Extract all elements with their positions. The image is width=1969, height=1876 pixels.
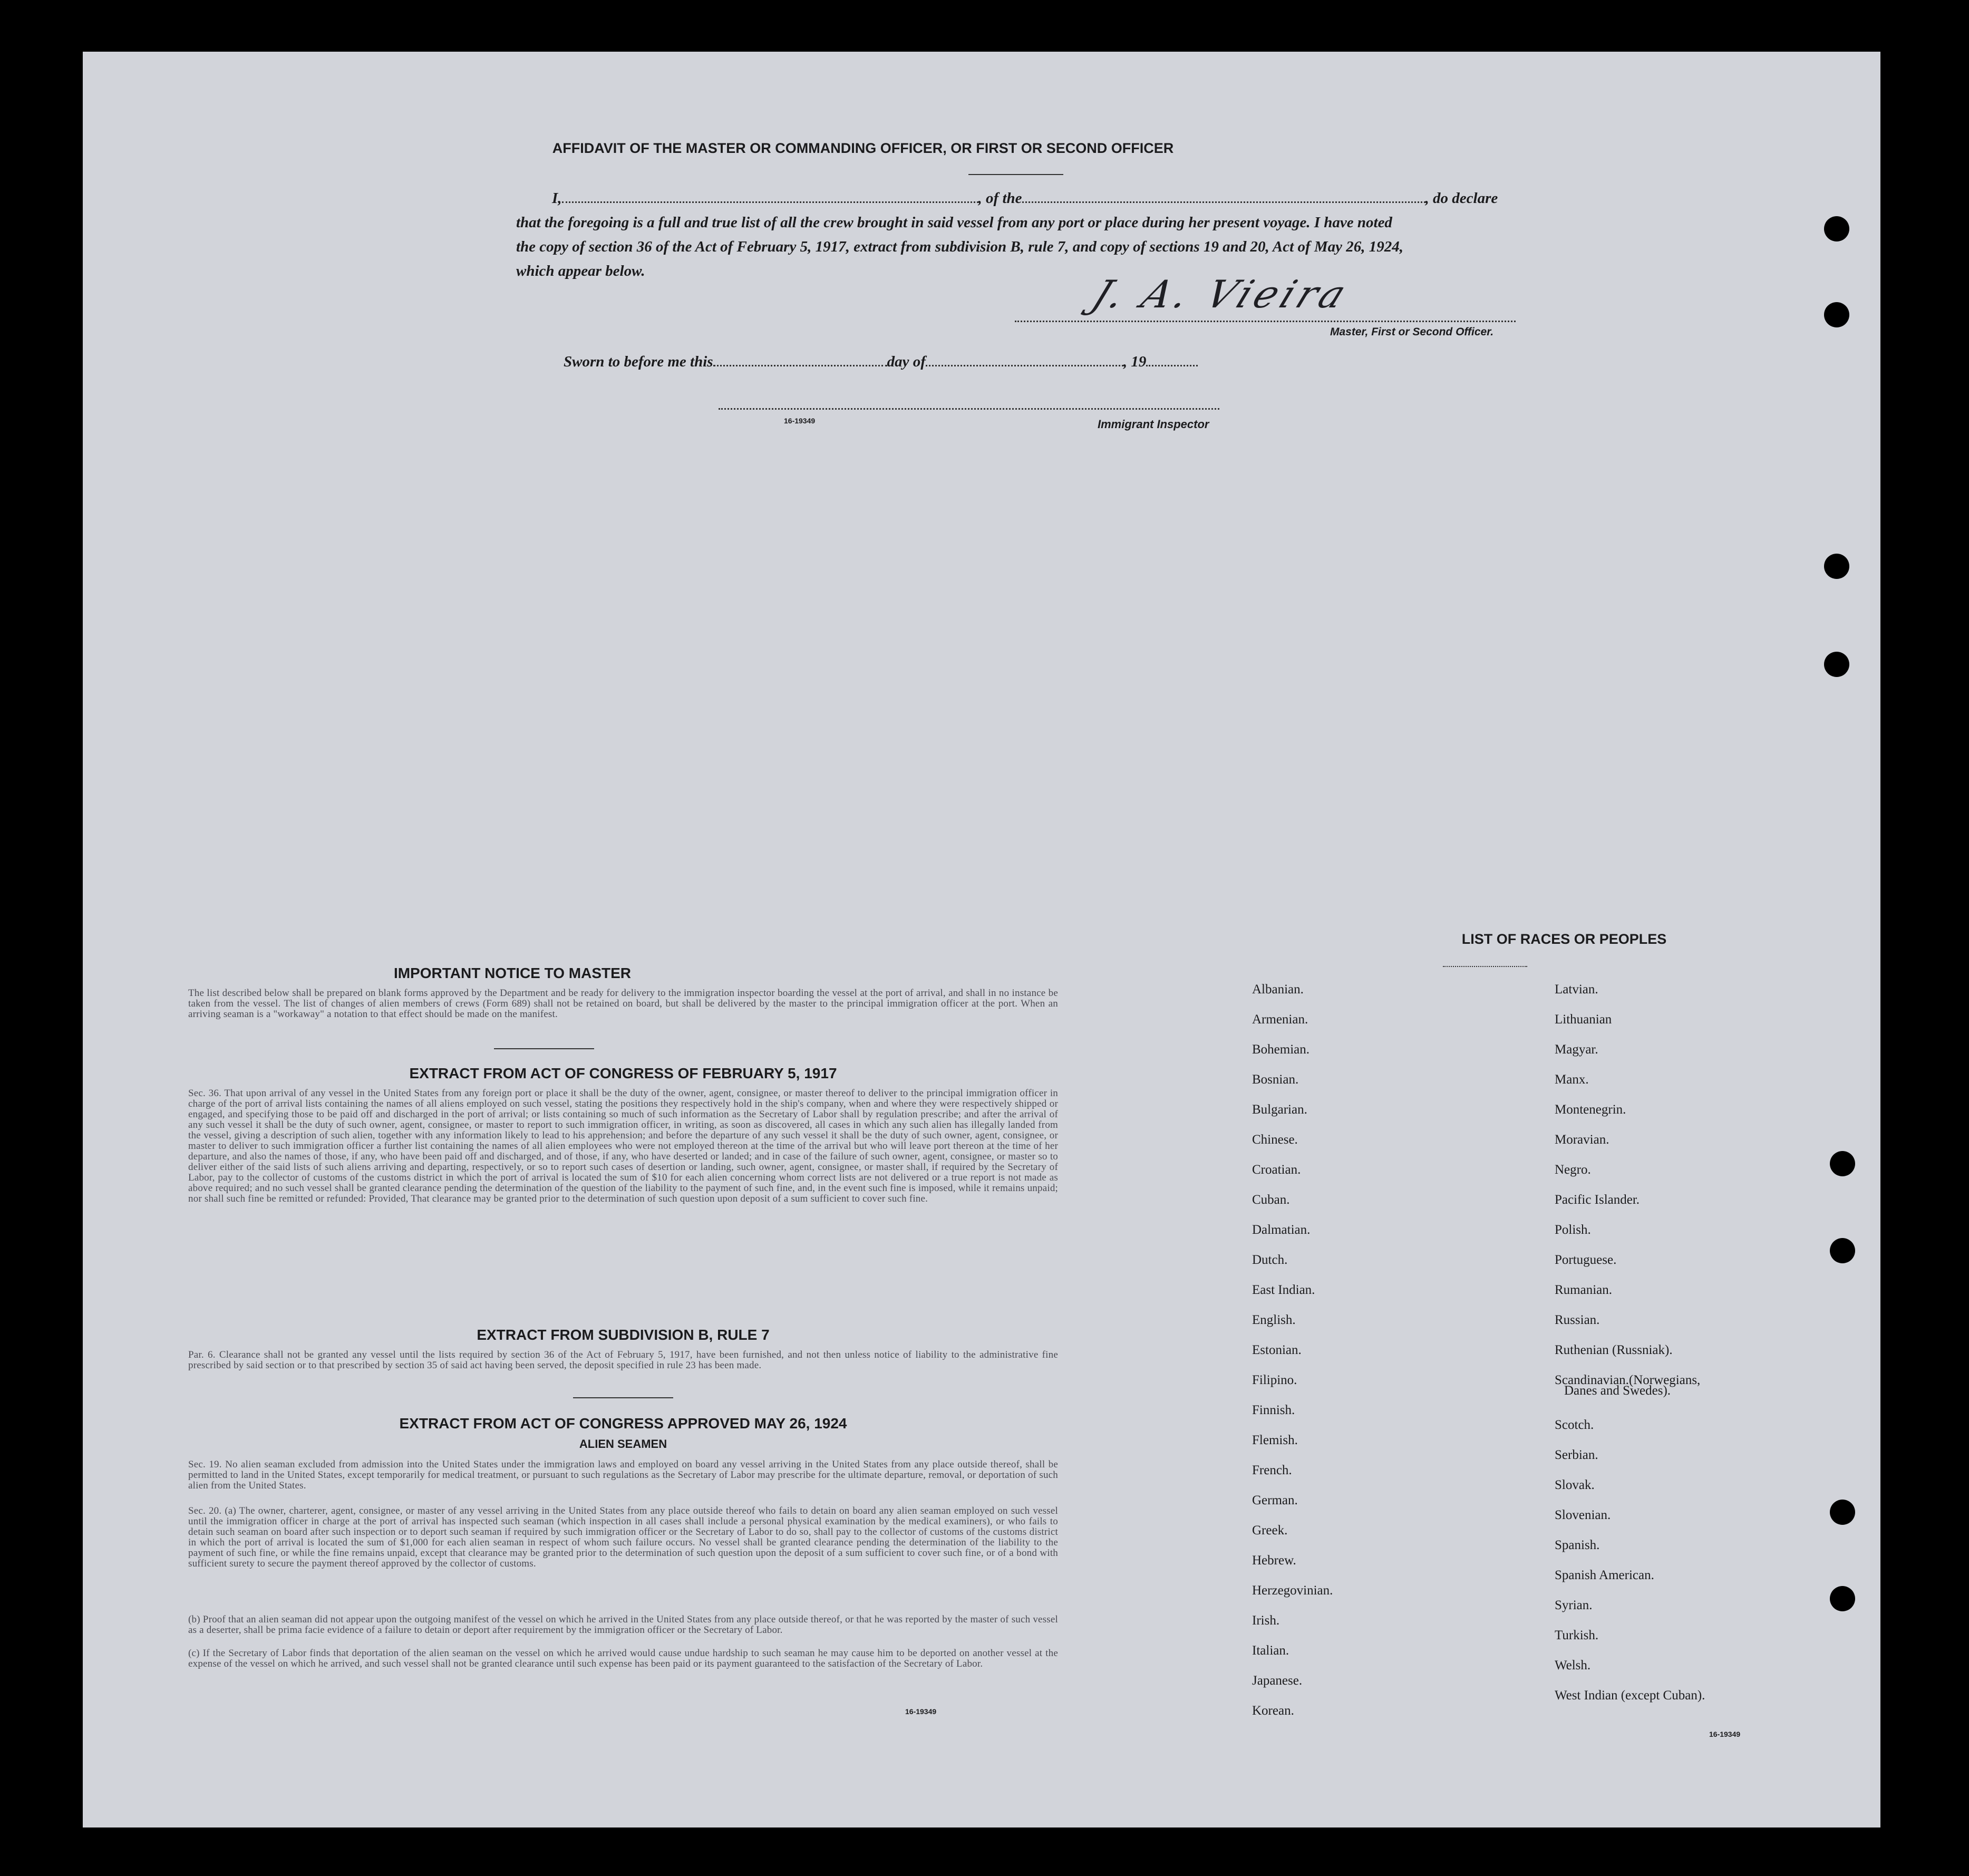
race-item: Dalmatian.: [1252, 1223, 1311, 1237]
race-item: Rumanian.: [1555, 1283, 1613, 1297]
race-item: French.: [1252, 1463, 1292, 1477]
race-item: Finnish.: [1252, 1403, 1295, 1417]
race-item: Irish.: [1252, 1613, 1280, 1628]
extract-1924-sec19: Sec. 19. No alien seaman excluded from admission into the United States under the immigration laws and employed on board any vessel arriving in the United States from any place outside thereof, shall be permitted to land in the United States, except temporarily for medical treatment, or pursuant to such regulations as the Secretary of Labor may prescribe for the ultimate departure, removal, or deportation of such alien from the United States.: [188, 1459, 1058, 1491]
affidavit-declare-line: [552, 190, 1498, 207]
race-item: Bosnian.: [1252, 1072, 1299, 1087]
punch-hole: [1830, 1500, 1855, 1525]
extract-rule7-text: Par. 6. Clearance shall not be granted any vessel until the lists required by section 36 of the Act of February 5, 1917, have been furnished, and not then unless notice of liability to the administrative fine prescribed by said section or to that prescribed by section 35 of said act having been served, the deposit specified in rule 23 has been made.: [188, 1349, 1058, 1371]
races-right-column: [1555, 974, 1705, 1710]
inspector-signature-line[interactable]: [719, 408, 1219, 410]
extract-rule7-title: EXTRACT FROM SUBDIVISION B, RULE 7: [477, 1327, 770, 1343]
title-rule: [968, 174, 1063, 175]
form-number: 16-19349: [784, 417, 816, 425]
race-item: Slovenian.: [1555, 1508, 1611, 1522]
extract-1924-title: EXTRACT FROM ACT OF CONGRESS APPROVED MAY 26, 1924: [399, 1415, 847, 1432]
punch-hole: [1824, 216, 1849, 241]
race-item: Japanese.: [1252, 1674, 1303, 1688]
race-item: Armenian.: [1252, 1012, 1308, 1027]
race-item: Montenegrin.: [1555, 1103, 1626, 1117]
notice-title: IMPORTANT NOTICE TO MASTER: [393, 965, 632, 981]
race-item: Herzegovinian.: [1252, 1583, 1333, 1598]
race-item: Spanish.: [1555, 1538, 1600, 1552]
affidavit-of-the: , of the: [978, 190, 1022, 207]
race-item: Ruthenian (Russniak).: [1555, 1343, 1673, 1357]
race-item: Serbian.: [1555, 1448, 1598, 1462]
affidavit-declare: , do declare: [1425, 190, 1498, 207]
race-item: Spanish American.: [1555, 1568, 1654, 1582]
affidavit-body-line: that the foregoing is a full and true list of all the crew brought in said vessel from any port or place during her present voyage. I have noted: [516, 214, 1392, 231]
race-item: Latvian.: [1555, 982, 1598, 997]
sworn-month-field[interactable]: [926, 364, 1123, 366]
race-item: Chinese.: [1252, 1133, 1298, 1147]
races-form-number: 16-19349: [1709, 1730, 1741, 1738]
punch-hole: [1824, 302, 1849, 327]
race-item: Bohemian.: [1252, 1042, 1310, 1057]
extract-1917-title: EXTRACT FROM ACT OF CONGRESS OF FEBRUARY 5, 1917: [409, 1065, 837, 1081]
signature-line[interactable]: [1015, 321, 1516, 322]
sworn-prefix: Sworn to before me this: [564, 353, 713, 370]
punch-hole: [1830, 1238, 1855, 1263]
extract-1924-sec20b: (b) Proof that an alien seaman did not appear upon the outgoing manifest of the vessel on which he arrived in the United States from any place outside thereof, or that he was reported by the master of such vessel as a deserter, shall be prima facie evidence of a failure to detain or deport after requirement by the immigration officer or the Secretary of Labor.: [188, 1614, 1058, 1636]
sworn-year-field[interactable]: [1146, 364, 1198, 366]
race-item: Portuguese.: [1555, 1253, 1617, 1267]
race-item: Welsh.: [1555, 1658, 1591, 1672]
race-item: Manx.: [1555, 1072, 1589, 1087]
signature-caption: Master, First or Second Officer.: [1330, 326, 1494, 338]
race-item: West Indian (except Cuban).: [1555, 1688, 1705, 1703]
inspector-caption: Immigrant Inspector: [1098, 418, 1209, 431]
race-item: Korean.: [1252, 1704, 1294, 1718]
race-item: Syrian.: [1555, 1598, 1593, 1612]
race-item: Scotch.: [1555, 1418, 1594, 1432]
race-item: English.: [1252, 1313, 1296, 1327]
race-item: Turkish.: [1555, 1628, 1599, 1642]
race-item: Russian.: [1555, 1313, 1600, 1327]
section-rule: [573, 1397, 673, 1398]
race-item: Polish.: [1555, 1223, 1591, 1237]
race-item: Italian.: [1252, 1643, 1289, 1658]
races-left-column: [1252, 974, 1333, 1726]
extract-1924-sec20c: (c) If the Secretary of Labor finds that deportation of the alien seaman on the vessel on which he arrived would cause undue hardship to such seaman he may cause him to be deported on another vessel at the expense of the vessel on which he arrived, and such vessel shall not be granted clearance until such expense has been paid or its payment guaranteed to the satisfaction of the Secretary of Labor.: [188, 1648, 1058, 1669]
sworn-line: [564, 353, 1198, 371]
race-item: Bulgarian.: [1252, 1103, 1307, 1117]
races-title-rule: [1443, 966, 1527, 967]
race-item: Flemish.: [1252, 1433, 1298, 1447]
race-item: Negro.: [1555, 1163, 1591, 1177]
punch-hole: [1830, 1151, 1855, 1176]
race-item: Greek.: [1252, 1523, 1288, 1537]
affidavit-title: AFFIDAVIT OF THE MASTER OR COMMANDING OFFICER, OR FIRST OR SECOND OFFICER: [552, 140, 1174, 156]
signature-text: J. A. Vieira: [1086, 272, 1357, 316]
vessel-field[interactable]: [1022, 201, 1425, 203]
race-item: Magyar.: [1555, 1042, 1598, 1057]
race-item: Scandinavian.(Norwegians,: [1555, 1373, 1701, 1387]
affidavit-i: I,: [552, 190, 562, 207]
section-rule: [494, 1048, 594, 1049]
punch-hole: [1824, 652, 1849, 677]
punch-hole: [1824, 554, 1849, 579]
race-item: Estonian.: [1252, 1343, 1302, 1357]
extract-1917-text: Sec. 36. That upon arrival of any vessel in the United States from any foreign port or place it shall be the duty of the owner, agent, consignee, or master thereof to deliver to the principal immigration officer in charge of the port of arrival lists containing the names of all aliens employed on such vessel, stating the positions they respectively hold in the ship's company, when and where they were respectively shipped or engaged, and specifying those to be paid off and discharged in the port of arrival; or lists containing so much of such information as the Secretary of Labor shall by regulation prescribe; and after the arrival of any such vessel it shall be the duty of such owner, agent, consignee, or master to report to such immigration officer, in writing, as soon as discovered, all cases in which any such alien has illegally landed from the vessel, giving a description of such alien, together with any information likely to lead to his apprehension; and before the departure of any such vessel it shall be the duty of such owner, agent, consignee, or master to deliver to such immigration officer a further list containing the names of all alien employees who were not employed thereon at the time of the arrival but who will leave port thereon at the time of her departure, and also the names of those, if any, who have been paid off and discharged, and of those, if any, who have deserted or landed; and in case of the failure of such owner, agent, consignee, or master so to deliver either of the said lists of such aliens arriving and departing, respectively, or so to report such cases of desertion or landing, such owner, agent, consignee, or master shall, if required by the Secretary of Labor, pay to the collector of customs of the customs district in which the port of arrival is located the sum of $10 for each alien concerning whom correct lists are not delivered or a true report is not made as above required; and no such vessel shall be granted clearance pending the determination of the question of the liability to the payment of such fine, and, in the event such fine is imposed, while it remains unpaid; nor shall such fine be remitted or refunded: Provided, That clearance may be granted prior to the determination of such question upon deposit of a sum sufficient to cover such fine.: [188, 1088, 1058, 1204]
race-item: Lithuanian: [1555, 1012, 1612, 1027]
sworn-day-field[interactable]: [713, 364, 887, 366]
race-item: Dutch.: [1252, 1253, 1288, 1267]
sworn-day-of: day of: [887, 353, 926, 370]
form-sheet: [83, 52, 1880, 1827]
race-item: East Indian.: [1252, 1283, 1315, 1297]
race-item: Albanian.: [1252, 982, 1304, 997]
race-item: Cuban.: [1252, 1193, 1290, 1207]
race-item: Moravian.: [1555, 1133, 1609, 1147]
name-field[interactable]: [562, 201, 978, 203]
notice-text: The list described below shall be prepared on blank forms approved by the Department and be ready for delivery to the immigration inspector boarding the vessel at the port of arrival, and shall in no instance be taken from the vessel. The list of changes of alien members of crews (Form 689) shall not be retained on board, but shall be delivered by the master to the principal immigration officer at the port. When an arriving seaman is a "workaway" a notation to that effect should be made on the manifest.: [188, 988, 1058, 1020]
affidavit-body-line: the copy of section 36 of the Act of February 5, 1917, extract from subdivision B, rule 7, and copy of sections 19 and 20, Act of May 26, 1924,: [516, 238, 1404, 255]
affidavit-body-line: which appear below.: [516, 263, 645, 279]
races-title: LIST OF RACES OR PEOPLES: [1461, 931, 1667, 947]
extract-1924-sec20a: Sec. 20. (a) The owner, charterer, agent, consignee, or master of any vessel arriving in the United States from any place outside thereof who fails to detain on board any alien seaman employed on such vessel until the immigration officer in charge at the port of arrival has inspected such seaman (which inspection in all cases shall include a personal physical examination by the medical examiners), or who fails to detain such seaman on board after such inspection or to deport such seaman if required by such immigration officer or the Secretary of Labor to do so, shall pay to the collector of customs of the customs district in which the port of arrival is located the sum of $1,000 for each alien seaman in respect of whom such failure occurs. No vessel shall be granted clearance pending the determination of the liability to the payment of such fine, or while the fine remains unpaid, except that clearance may be granted prior to the determination of such question upon the deposit of a sum sufficient to cover such fine, or of a bond with sufficient surety to secure the payment thereof approved by the collector of customs.: [188, 1505, 1058, 1569]
race-item: Pacific Islander.: [1555, 1193, 1640, 1207]
race-item: Filipino.: [1252, 1373, 1297, 1387]
race-item: Danes and Swedes).: [1564, 1384, 1671, 1398]
race-item: Croatian.: [1252, 1163, 1301, 1177]
extract-form-number: 16-19349: [905, 1707, 937, 1716]
race-item: Slovak.: [1555, 1478, 1595, 1492]
extract-1924-subtitle: ALIEN SEAMEN: [579, 1437, 667, 1450]
race-item: Hebrew.: [1252, 1553, 1296, 1568]
race-item: German.: [1252, 1493, 1298, 1507]
signature: [1086, 272, 1357, 316]
sworn-year: , 19: [1123, 353, 1147, 370]
punch-hole: [1830, 1586, 1855, 1611]
